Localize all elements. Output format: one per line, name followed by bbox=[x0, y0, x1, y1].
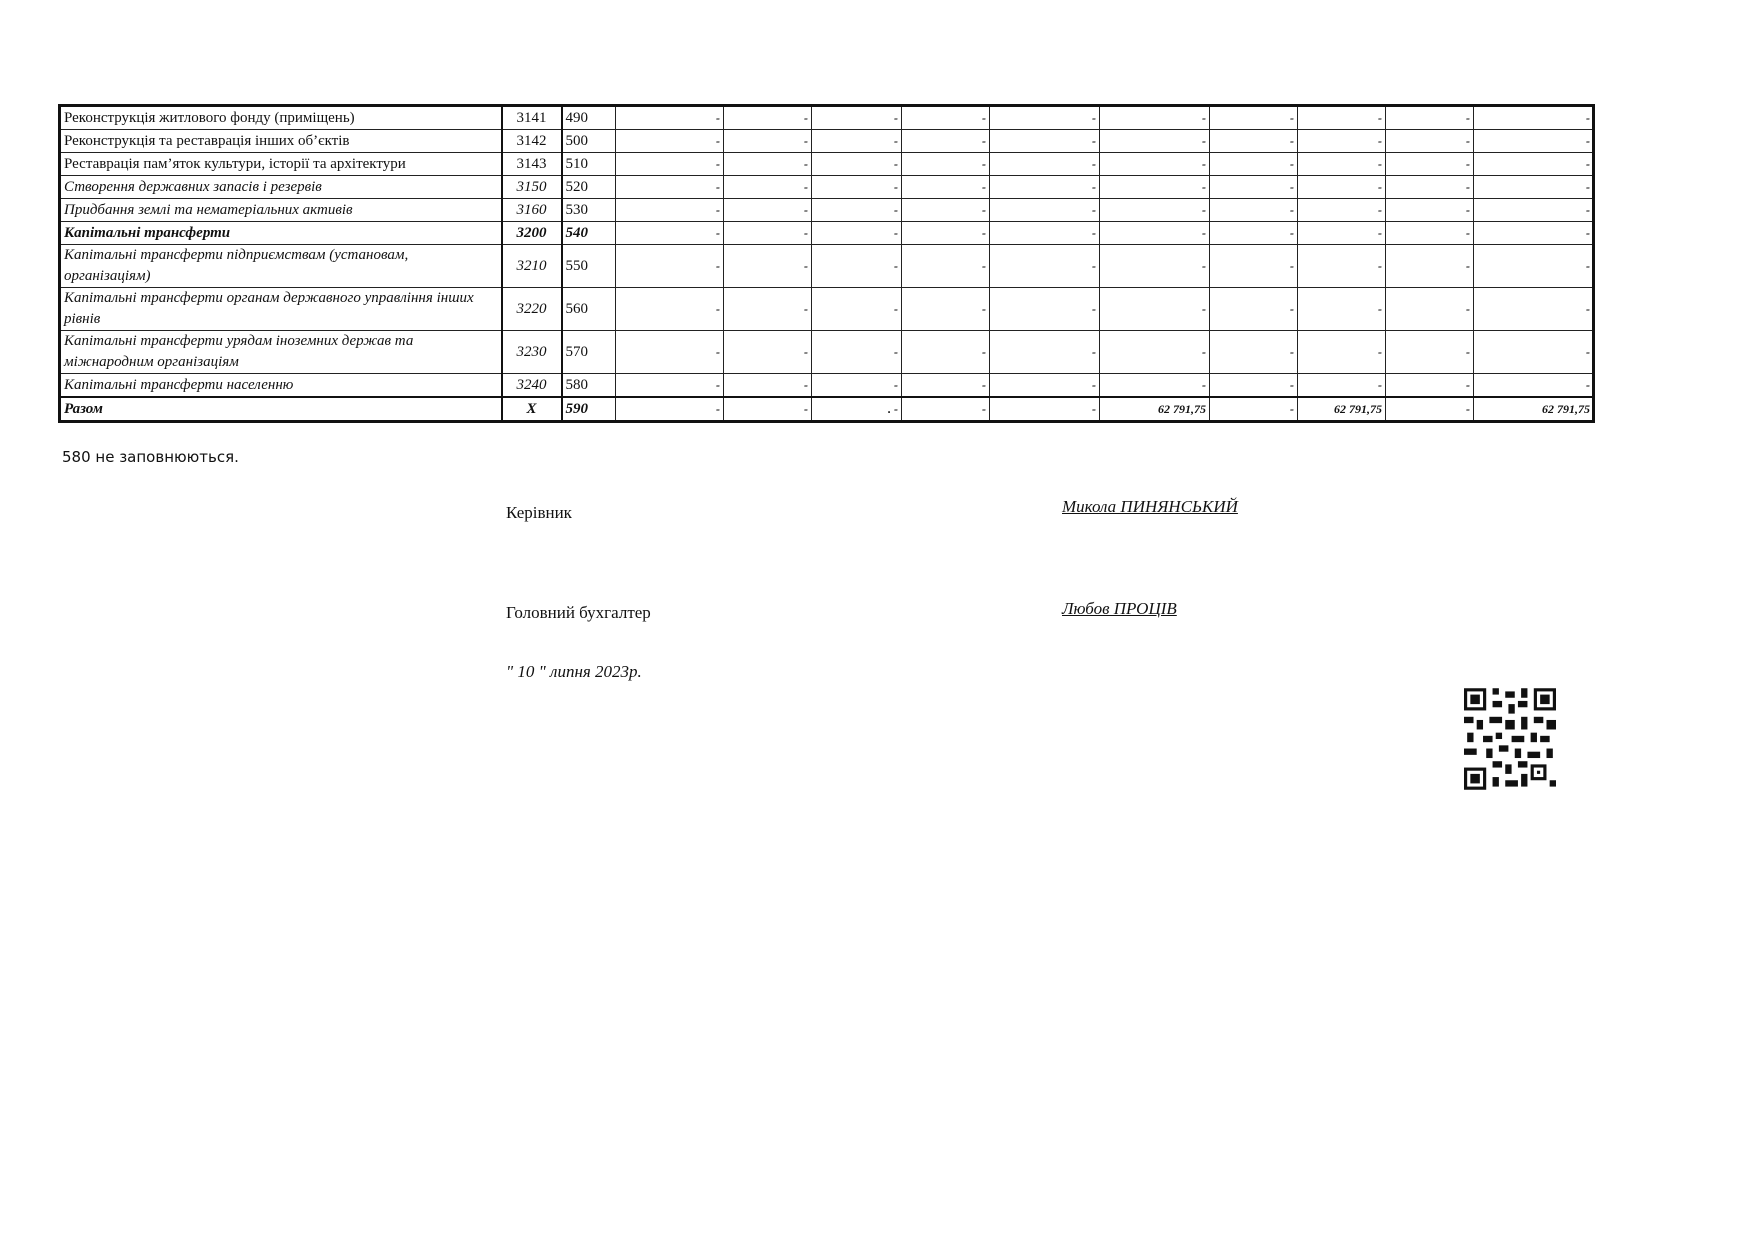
value-cell: - bbox=[1100, 245, 1210, 288]
line-code-cell: 520 bbox=[562, 176, 616, 199]
value-cell: 62 791,75 bbox=[1298, 397, 1386, 422]
economic-code-cell: 3200 bbox=[502, 222, 562, 245]
row-name-cell: Реставрація пам’яток культури, історії та архітектури bbox=[60, 153, 502, 176]
value-cell: - bbox=[1210, 130, 1298, 153]
row-name-cell: Разом bbox=[60, 397, 502, 422]
table-row bbox=[60, 153, 1594, 176]
value-cell: - bbox=[812, 106, 902, 130]
capital-expenditure-table bbox=[58, 104, 1595, 423]
value-cell: - bbox=[724, 374, 812, 398]
value-cell: - bbox=[724, 153, 812, 176]
value-cell: - bbox=[1474, 288, 1594, 331]
value-cell: - bbox=[812, 153, 902, 176]
value-cell: - bbox=[902, 130, 990, 153]
head-name: Микола ПИНЯНСЬКИЙ bbox=[1062, 497, 1238, 516]
value-cell: - bbox=[724, 130, 812, 153]
value-cell: - bbox=[902, 176, 990, 199]
value-cell: - bbox=[990, 397, 1100, 422]
value-cell: - bbox=[902, 288, 990, 331]
value-cell: - bbox=[616, 331, 724, 374]
value-cell: - bbox=[1298, 153, 1386, 176]
value-cell: - bbox=[990, 153, 1100, 176]
value-cell: - bbox=[902, 106, 990, 130]
value-cell: - bbox=[1386, 106, 1474, 130]
value-cell: - bbox=[1298, 176, 1386, 199]
value-cell: - bbox=[1386, 397, 1474, 422]
economic-code-cell: 3240 bbox=[502, 374, 562, 398]
value-cell: - bbox=[1474, 106, 1594, 130]
line-code-cell: 540 bbox=[562, 222, 616, 245]
value-cell: - bbox=[616, 153, 724, 176]
value-cell: - bbox=[990, 130, 1100, 153]
table-row bbox=[60, 331, 1594, 374]
line-code-cell: 490 bbox=[562, 106, 616, 130]
value-cell: - bbox=[902, 222, 990, 245]
row-name-cell: Реконструкція житлового фонду (приміщень) bbox=[60, 106, 502, 130]
value-cell: - bbox=[1386, 199, 1474, 222]
value-cell: 62 791,75 bbox=[1100, 397, 1210, 422]
value-cell: - bbox=[1386, 374, 1474, 398]
value-cell: - bbox=[1100, 222, 1210, 245]
row-name-cell: Капітальні трансферти bbox=[60, 222, 502, 245]
economic-code-cell: 3142 bbox=[502, 130, 562, 153]
table-row bbox=[60, 106, 1594, 130]
line-code-cell: 590 bbox=[562, 397, 616, 422]
footnote: 580 не заповнюються. bbox=[62, 448, 239, 466]
value-cell: - bbox=[724, 331, 812, 374]
economic-code-cell: 3220 bbox=[502, 288, 562, 331]
value-cell: - bbox=[1100, 331, 1210, 374]
value-cell: - bbox=[616, 106, 724, 130]
value-cell: - bbox=[1210, 106, 1298, 130]
value-cell: - bbox=[1210, 153, 1298, 176]
value-cell: - bbox=[724, 106, 812, 130]
value-cell: - bbox=[1386, 245, 1474, 288]
economic-code-cell: 3230 bbox=[502, 331, 562, 374]
value-cell: - bbox=[812, 176, 902, 199]
value-cell: - bbox=[812, 199, 902, 222]
accountant-name: Любов ПРОЦІВ bbox=[1062, 599, 1177, 618]
value-cell: - bbox=[616, 222, 724, 245]
economic-code-cell: 3141 bbox=[502, 106, 562, 130]
value-cell: - bbox=[1474, 222, 1594, 245]
value-cell: . - bbox=[812, 397, 902, 422]
table-row bbox=[60, 176, 1594, 199]
value-cell: - bbox=[990, 199, 1100, 222]
row-name-cell: Капітальні трансферти урядам іноземних держав та міжнародним організаціям bbox=[60, 331, 502, 374]
value-cell: - bbox=[616, 374, 724, 398]
economic-code-cell: 3160 bbox=[502, 199, 562, 222]
value-cell: - bbox=[990, 374, 1100, 398]
value-cell: - bbox=[990, 176, 1100, 199]
table-row bbox=[60, 222, 1594, 245]
row-name-cell: Створення державних запасів і резервів bbox=[60, 176, 502, 199]
value-cell: - bbox=[1386, 222, 1474, 245]
table-row bbox=[60, 130, 1594, 153]
value-cell: - bbox=[1386, 288, 1474, 331]
row-name-cell: Капітальні трансферти підприємствам (установам, організаціям) bbox=[60, 245, 502, 288]
value-cell: - bbox=[902, 245, 990, 288]
line-code-cell: 530 bbox=[562, 199, 616, 222]
value-cell: - bbox=[1100, 199, 1210, 222]
value-cell: - bbox=[616, 176, 724, 199]
line-code-cell: 510 bbox=[562, 153, 616, 176]
table-body bbox=[60, 106, 1594, 422]
value-cell: - bbox=[1298, 222, 1386, 245]
value-cell: - bbox=[724, 245, 812, 288]
table-row bbox=[60, 374, 1594, 398]
line-code-cell: 560 bbox=[562, 288, 616, 331]
value-cell: - bbox=[1474, 176, 1594, 199]
value-cell: - bbox=[1298, 130, 1386, 153]
value-cell: - bbox=[1298, 106, 1386, 130]
value-cell: - bbox=[902, 199, 990, 222]
head-label: Керівник bbox=[506, 503, 572, 522]
economic-code-cell: 3210 bbox=[502, 245, 562, 288]
qr-code-icon bbox=[1464, 688, 1556, 790]
value-cell: - bbox=[1100, 288, 1210, 331]
value-cell: - bbox=[1210, 245, 1298, 288]
row-name-cell: Придбання землі та нематеріальних активів bbox=[60, 199, 502, 222]
value-cell: - bbox=[1386, 153, 1474, 176]
value-cell: - bbox=[1100, 130, 1210, 153]
value-cell: - bbox=[1474, 153, 1594, 176]
value-cell: - bbox=[1386, 331, 1474, 374]
value-cell: - bbox=[902, 397, 990, 422]
value-cell: - bbox=[1210, 288, 1298, 331]
value-cell: - bbox=[1298, 199, 1386, 222]
economic-code-cell: X bbox=[502, 397, 562, 422]
value-cell: - bbox=[990, 288, 1100, 331]
value-cell: - bbox=[1474, 331, 1594, 374]
value-cell: - bbox=[616, 199, 724, 222]
value-cell: - bbox=[812, 374, 902, 398]
value-cell: - bbox=[724, 199, 812, 222]
table-row bbox=[60, 288, 1594, 331]
value-cell: - bbox=[812, 288, 902, 331]
value-cell: - bbox=[1298, 245, 1386, 288]
row-name-cell: Реконструкція та реставрація інших об’єктів bbox=[60, 130, 502, 153]
value-cell: - bbox=[1474, 245, 1594, 288]
value-cell: - bbox=[1210, 176, 1298, 199]
economic-code-cell: 3150 bbox=[502, 176, 562, 199]
value-cell: - bbox=[1210, 331, 1298, 374]
value-cell: - bbox=[1298, 288, 1386, 331]
value-cell: - bbox=[1210, 374, 1298, 398]
value-cell: - bbox=[616, 245, 724, 288]
value-cell: - bbox=[902, 374, 990, 398]
signing-date: " 10 " липня 2023р. bbox=[506, 662, 642, 681]
value-cell: - bbox=[1100, 106, 1210, 130]
value-cell: - bbox=[990, 222, 1100, 245]
value-cell: - bbox=[724, 397, 812, 422]
table-row bbox=[60, 199, 1594, 222]
value-cell: - bbox=[1386, 130, 1474, 153]
line-code-cell: 550 bbox=[562, 245, 616, 288]
value-cell: - bbox=[990, 245, 1100, 288]
value-cell: 62 791,75 bbox=[1474, 397, 1594, 422]
value-cell: - bbox=[812, 245, 902, 288]
value-cell: - bbox=[724, 176, 812, 199]
value-cell: - bbox=[1100, 374, 1210, 398]
value-cell: - bbox=[812, 222, 902, 245]
value-cell: - bbox=[812, 331, 902, 374]
accountant-label: Головний бухгалтер bbox=[506, 603, 651, 622]
line-code-cell: 580 bbox=[562, 374, 616, 398]
value-cell: - bbox=[616, 397, 724, 422]
line-code-cell: 500 bbox=[562, 130, 616, 153]
value-cell: - bbox=[902, 153, 990, 176]
value-cell: - bbox=[616, 288, 724, 331]
economic-code-cell: 3143 bbox=[502, 153, 562, 176]
value-cell: - bbox=[1474, 130, 1594, 153]
value-cell: - bbox=[1210, 199, 1298, 222]
table-row bbox=[60, 397, 1594, 422]
value-cell: - bbox=[724, 288, 812, 331]
value-cell: - bbox=[812, 130, 902, 153]
value-cell: - bbox=[1210, 397, 1298, 422]
value-cell: - bbox=[1474, 374, 1594, 398]
value-cell: - bbox=[1298, 331, 1386, 374]
value-cell: - bbox=[1100, 153, 1210, 176]
row-name-cell: Капітальні трансферти населенню bbox=[60, 374, 502, 398]
value-cell: - bbox=[1386, 176, 1474, 199]
value-cell: - bbox=[616, 130, 724, 153]
value-cell: - bbox=[1100, 176, 1210, 199]
value-cell: - bbox=[1474, 199, 1594, 222]
value-cell: - bbox=[1298, 374, 1386, 398]
value-cell: - bbox=[1210, 222, 1298, 245]
table-row bbox=[60, 245, 1594, 288]
value-cell: - bbox=[990, 106, 1100, 130]
line-code-cell: 570 bbox=[562, 331, 616, 374]
row-name-cell: Капітальні трансферти органам державного управління інших рівнів bbox=[60, 288, 502, 331]
value-cell: - bbox=[902, 331, 990, 374]
value-cell: - bbox=[990, 331, 1100, 374]
value-cell: - bbox=[724, 222, 812, 245]
